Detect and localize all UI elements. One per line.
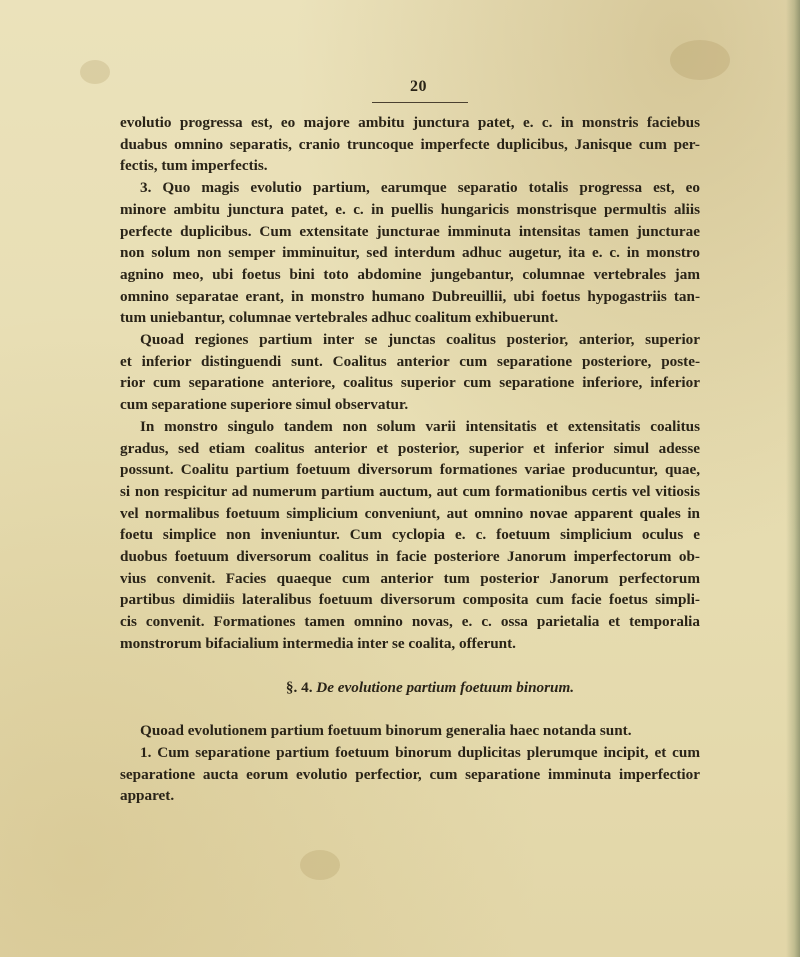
text-line: rior cum separatione anteriore, coalitus superior cum separatione inferiore, inferior (120, 374, 700, 392)
text-line: apparet. (120, 787, 175, 805)
body-text (120, 112, 700, 807)
text-line: perfecte duplicibus. Cum extensitate juncturae imminuta intensitas tamen juncturae (120, 222, 700, 240)
header-rule (372, 102, 468, 103)
text-line: fectis, tum imperfectis. (120, 157, 268, 175)
page-edge-shadow (786, 0, 800, 957)
text-line: 1. Cum separatione partium foetuum binorum duplicitas plerumque incipit, et cum (140, 743, 700, 761)
text-line: Quoad regiones partium inter se junctas coalitus posterior, anterior, superior (140, 331, 700, 349)
text-line: minore ambitu junctura patet, e. c. in puellis hungaricis monstrisque permultis aliis (120, 200, 700, 218)
text-line: evolutio progressa est, eo majore ambitu junctura patet, e. c. in monstris faciebus (120, 114, 700, 131)
page-number: 20 (410, 78, 427, 95)
text-line: cis convenit. Formationes tamen omnino novas, e. c. ossa parietalia et temporalia (120, 613, 700, 631)
text-line: In monstro singulo tandem non solum varii intensitatis et extensitatis coalitus (140, 417, 700, 435)
text-line: monstrorum bifacialium intermedia inter se coalita, offerunt. (120, 634, 516, 652)
text-line: omnino separatae erant, in monstro humano Dubreuillii, ubi foetus hypogastriis tan- (120, 287, 700, 305)
text-line: vius convenit. Facies quaeque cum anterior tum posterior Janorum perfectorum (120, 569, 700, 587)
text-line: possunt. Coalitu partium foetuum diversorum formationes variae producuntur, quae, (120, 461, 700, 479)
text-line: agnino meo, ubi foetus bini toto abdomine jungebantur, columnae vertebrales jam (120, 265, 700, 283)
paper-stain (300, 850, 340, 880)
text-line: duobus foetuum diversorum coalitus in facie posteriore Janorum imperfectorum ob- (120, 548, 700, 566)
text-line: et inferior distinguendi sunt. Coalitus anterior cum separatione posteriore, poste- (120, 352, 700, 370)
paper-stain (80, 60, 110, 84)
section-title: De evolutione partium foetuum binorum. (316, 678, 575, 696)
paper-stain (670, 40, 730, 80)
text-line: duabus omnino separatis, cranio truncoque imperfecte duplicibus, Janisque cum per- (120, 135, 700, 153)
text-line: cum separatione superiore simul observatur. (120, 396, 409, 414)
text-line: foetu simplice non inveniuntur. Cum cyclopia e. c. foetuum simplicium oculus e (120, 526, 700, 544)
text-line: non solum non semper imminuitur, sed interdum adhuc augetur, ita e. c. in monstro (120, 244, 700, 262)
text-line: gradus, sed etiam coalitus anterior et posterior, superior et inferior simul adesse (120, 439, 700, 457)
text-line: separatione aucta eorum evolutio perfectior, cum separatione imminuta imperfectior (120, 765, 700, 783)
text-line: 3. Quo magis evolutio partium, earumque separatio totalis progressa est, eo (140, 179, 700, 197)
text-line: si non respicitur ad numerum partium auctum, aut cum formationibus certis vel vitiosis (120, 482, 700, 500)
text-line: Quoad evolutionem partium foetuum binorum generalia haec notanda sunt. (140, 722, 632, 740)
section-heading (160, 677, 700, 699)
text-line: vel normalibus foetuum simplicium conveniunt, aut omnino novae apparent quales in (120, 504, 700, 522)
text-line: partibus dimidiis lateralibus foetuum diversorum composita cum facie foetus simpli- (120, 591, 700, 609)
text-line: tum uniebantur, columnae vertebrales adhuc coalitum exhibuerunt. (120, 309, 559, 327)
section-number: §. 4. (285, 678, 313, 696)
